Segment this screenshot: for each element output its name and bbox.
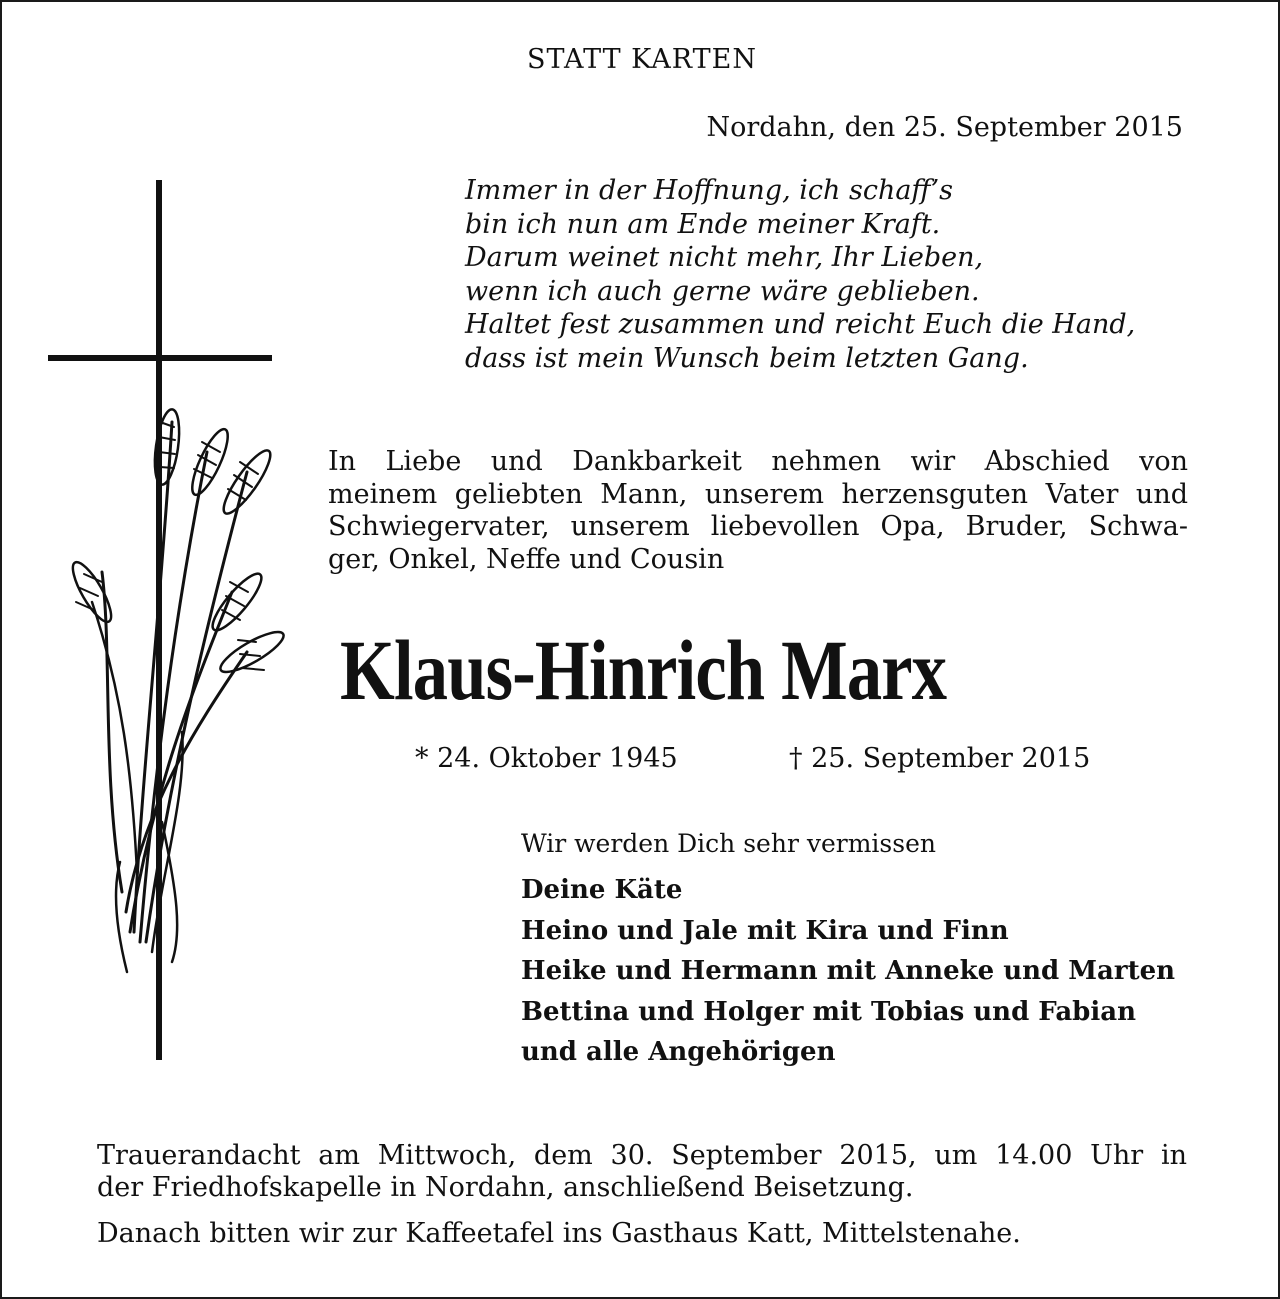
poem-line: Haltet fest zusammen und reicht Euch die Hand, [465,309,1136,341]
mourner-name: Deine Käte [521,875,683,905]
intro-line: Schwiegervater, unserem liebevollen Opa, Bruder, Schwa- [328,511,1188,542]
mourner-name: Bettina und Holger mit Tobias und Fabian [521,996,1136,1027]
cross-with-wheat-icon [42,172,302,1072]
poem-line: dass ist mein Wunsch beim letzten Gang. [465,342,1029,374]
intro-text [328,446,1188,576]
service-line: Trauerandacht am Mittwoch, dem 30. September 2015, um 14.00 Uhr in [97,1140,1187,1171]
notice-header [2,44,1280,75]
poem-line: bin ich nun am Ende meiner Kraft. [465,208,941,240]
service-line: der Friedhofskapelle in Nordahn, anschließend Beisetzung. [97,1172,914,1203]
mourners-list [521,870,1175,1073]
intro-line: In Liebe und Dankbarkeit nehmen wir Abschied von [328,446,1188,477]
poem-line: Immer in der Hoffnung, ich schaff’s [465,175,954,206]
dateline: Nordahn, den 25. September 2015 [706,112,1183,143]
intro-line: meinem geliebten Mann, unserem herzensguten Vater und [328,478,1188,510]
service-info [97,1140,1187,1204]
mourners-intro: Wir werden Dich sehr vermissen [521,829,936,858]
poem-line: Darum weinet nicht mehr, Ihr Lieben, [465,242,984,274]
deceased-name: Klaus-Hinrich Marx [340,622,947,718]
header-title: STATT KARTEN [527,44,757,75]
birth-date: * 24. Oktober 1945 [415,743,678,774]
intro-line: ger, Onkel, Neffe und Cousin [328,543,725,575]
poem-line: wenn ich auch gerne wäre geblieben. [465,275,980,307]
coffee-invitation: Danach bitten wir zur Kaffeetafel ins Gasthaus Katt, Mittelstenahe. [97,1218,1021,1249]
mourner-name: Heino und Jale mit Kira und Finn [521,915,1009,946]
death-date: † 25. September 2015 [789,743,1091,774]
mourner-name: und alle Angehörigen [521,1037,836,1068]
mourner-name: Heike und Hermann mit Anneke und Marten [521,956,1176,987]
poem [465,174,1135,376]
